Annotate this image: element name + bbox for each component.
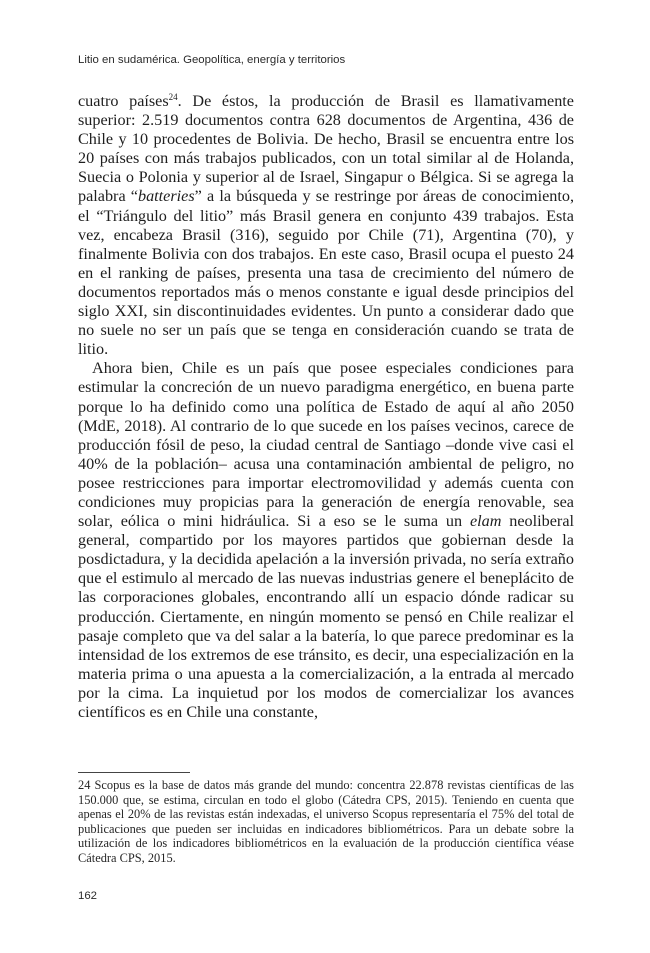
page-number: 162 bbox=[78, 890, 98, 902]
paragraph-2-text-b: neoliberal general, compartido por los mayores partidos que gobiernan desde la posdictadura, y la decidida apelación a la inversión privada, no sería extraño que el estimulo al mercado de las nuevas industrias genere el beneplácito de las corporaciones globales, encontrando allí un espacio dónde radicar su producción. Ciertamente, en ningún momento se pensó en Chile realizar el pasaje completo que va del salar a la batería, lo que parece predominar es la intensidad de los extremos de ese tránsito, es decir, una especialización en la materia prima o una apuesta a la comercialización, a la entrada al mercado por la cima. La inquietud por los modos de comercializar los avances científicos es en Chile una constante, bbox=[78, 512, 574, 721]
paragraph-1-text-b: . De éstos, la producción de Brasil es llamativamente superior: 2.519 documentos contra 628 documentos de Argentina, 436 de Chile y 10 procedentes de Bolivia. De hecho, Brasil se encuentra entre los 20 países con más trabajos publicados, con un total similar al de Holanda, Suecia o Polonia y superior al de Israel, Singapur o Bélgica. Si se agrega la palabra “ bbox=[78, 92, 574, 206]
paragraph-1-text-c: ” a la búsqueda y se restringe por áreas de conocimiento, el “Triángulo del litio” más Brasil genera en conjunto 439 trabajos. Esta vez, encabeza Brasil (316), seguido por Chile (71), Argentina (70), y finalmente Bolivia con dos trabajos. En este caso, Brasil ocupa el puesto 24 en el ranking de países, presenta una tasa de crecimiento del número de documentos reportados más o menos constante e igual desde principios del siglo XXI, sin discontinuidades evidentes. Un punto a considerar dado que no suele no ser un país que se tenga en consideración cuando se trata de litio. bbox=[78, 187, 574, 359]
paragraph-2-text-a: Ahora bien, Chile es un país que posee especiales condiciones para estimular la concreción de un nuevo paradigma energético, en buena parte porque lo ha definido como una política de Estado de aquí al año 2050 (MdE, 2018). Al contrario de lo que sucede en los países vecinos, carece de producción fósil de peso, la ciudad central de Santiago –donde vive casi el 40% de la población– acusa una contaminación ambiental de peligro, no posee restricciones para importar electromovilidad y además cuenta con condiciones muy propicias para la generación de energía renovable, sea solar, eólica o mini hidráulica. Si a eso se le suma un bbox=[78, 359, 574, 531]
footnote-number: 24 bbox=[78, 778, 91, 792]
footnote bbox=[78, 778, 574, 866]
paragraph-2 bbox=[78, 359, 574, 722]
footnote-divider bbox=[78, 772, 190, 773]
paragraph-2-italic-term: elam bbox=[469, 512, 502, 531]
footnote-text: Scopus es la base de datos más grande del mundo: concentra 22.878 revistas científicas de las 150.000 que, se estima, circulan en todo el globo (Cátedra CPS, 2015). Teniendo en cuenta que apenas el 20% de las revistas están indexadas, el universo Scopus representaría el 75% del total de publicaciones que pueden ser incluidas en indicadores bibliométricos. Para un debate sobre la utilización de los indicadores bibliométricos en la evaluación de la producción científica véase Cátedra CPS, 2015. bbox=[78, 778, 574, 865]
paragraph-1-italic-term: batteries bbox=[137, 187, 195, 206]
paragraph-1 bbox=[78, 92, 574, 359]
body-text bbox=[78, 92, 574, 722]
paragraph-1-text-a: cuatro países bbox=[78, 92, 169, 110]
footnote-reference[interactable]: 24 bbox=[168, 92, 178, 102]
running-header: Litio en sudamérica. Geopolítica, energía y territorios bbox=[78, 54, 346, 66]
